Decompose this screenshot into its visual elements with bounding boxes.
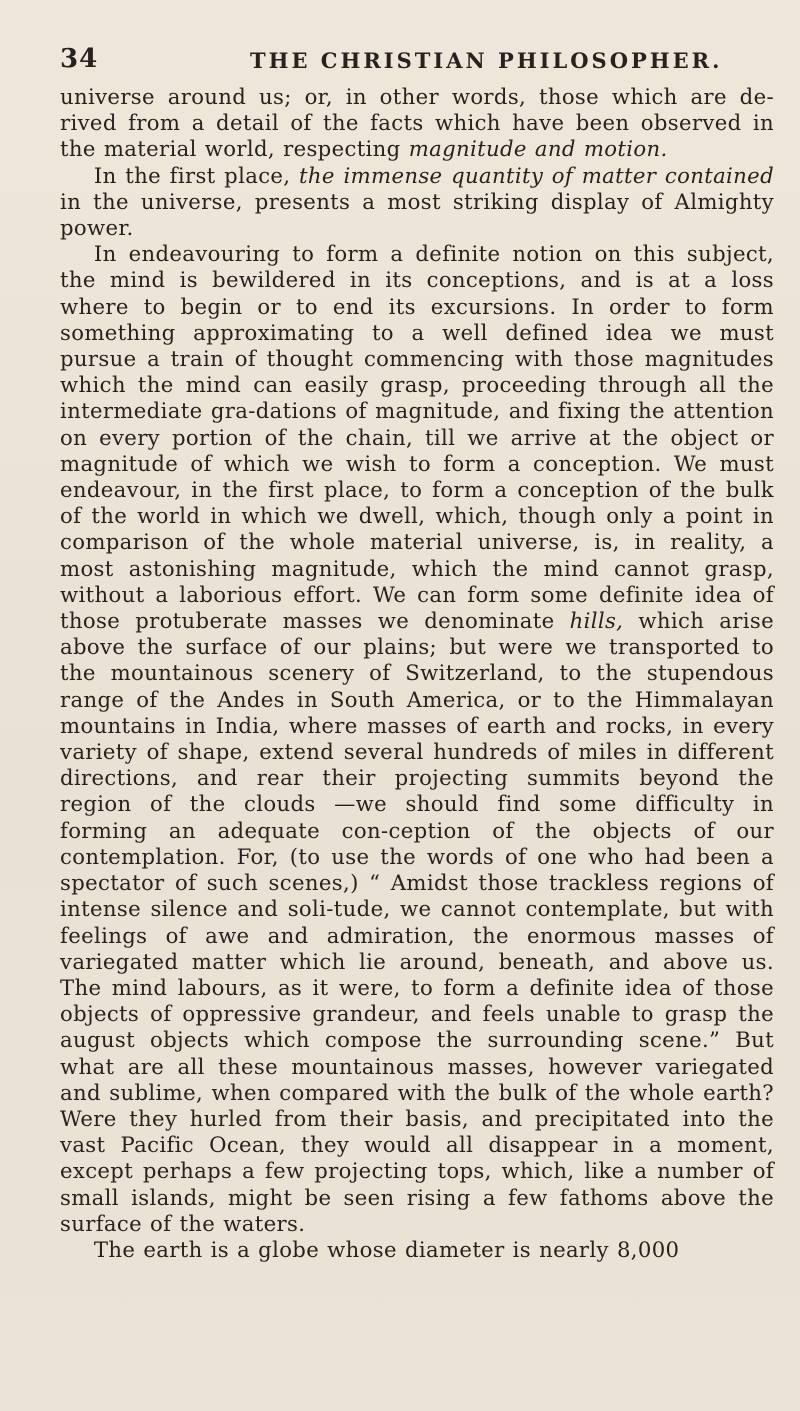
paragraph-2-italic: the immense quantity of matter contained: [299, 162, 774, 188]
page-number: 34: [60, 44, 99, 74]
paragraph-4-text: The earth is a globe whose diameter is nearly 8,000: [93, 1236, 680, 1262]
page-header: [60, 44, 770, 84]
paragraph-3-text: In endeavouring to form a definite notion on this subject, the mind is bewildered in its conceptions, and is at a loss where to begin or to end its excursions. In order to form something approximating to a well defined idea we must pursue a train of thought commencing with those magnitudes which the mind can easily grasp, proceeding through all the intermediate gra-dations of magnitude, and fixing the attention on every portion of the chain, till we arrive at the object or magnitude of which we wish to form a conception. We must endeavour, in the first place, to form a conception of the bulk of the world in which we dwell, which, though only a point in comparison of the whole material universe, is, in reality, a most astonishing magnitude, which the mind cannot grasp, without a laborious effort. We can form some definite idea of those protuberate masses we denominate: [60, 241, 774, 634]
paragraph-2: [60, 163, 774, 242]
body-text: [60, 84, 774, 1263]
paragraph-1-text: universe around us; or, in other words, those which are de-rived from a detail of the facts which have been observed in the material world, respecting: [60, 84, 774, 162]
paragraph-1: [60, 84, 774, 163]
paragraph-1-italic: magnitude and motion.: [408, 136, 668, 162]
paragraph-4: [60, 1237, 774, 1263]
paragraph-2-tail: in the universe, presents a most striking display of Almighty power.: [60, 188, 774, 241]
paragraph-3-tail: which arise above the surface of our plains; but were we transported to the mountainous scenery of Switzerland, to the stupendous range of the Andes in South America, or to the Himmalayan mountains in India, where masses of earth and rocks, in every variety of shape, extend several hundreds of miles in different directions, and rear their projecting summits beyond the region of the clouds —we should find some difficulty in forming an adequate con-ception of the objects of our contemplation. For, (to use the words of one who had been a spectator of such scenes,) “ Amidst those trackless regions of intense silence and soli-tude, we cannot contemplate, but with feelings of awe and admiration, the enormous masses of variegated matter which lie around, beneath, and above us. The mind labours, as it were, to form a definite idea of those objects of oppressive grandeur, and feels unable to grasp the august objects which compose the surrounding scene.” But what are all these mountainous masses, however variegated and sublime, when compared with the bulk of the whole earth? Were they hurled from their basis, and precipitated into the vast Pacific Ocean, they would all disappear in a moment, except perhaps a few projecting tops, which, like a number of small islands, might be seen rising a few fathoms above the surface of the waters.: [60, 608, 775, 1236]
running-head: THE CHRISTIAN PHILOSOPHER.: [250, 48, 723, 73]
paragraph-3: [60, 241, 774, 1237]
paragraph-3-italic: hills,: [569, 608, 624, 634]
paragraph-2-text: In the first place,: [93, 162, 300, 188]
